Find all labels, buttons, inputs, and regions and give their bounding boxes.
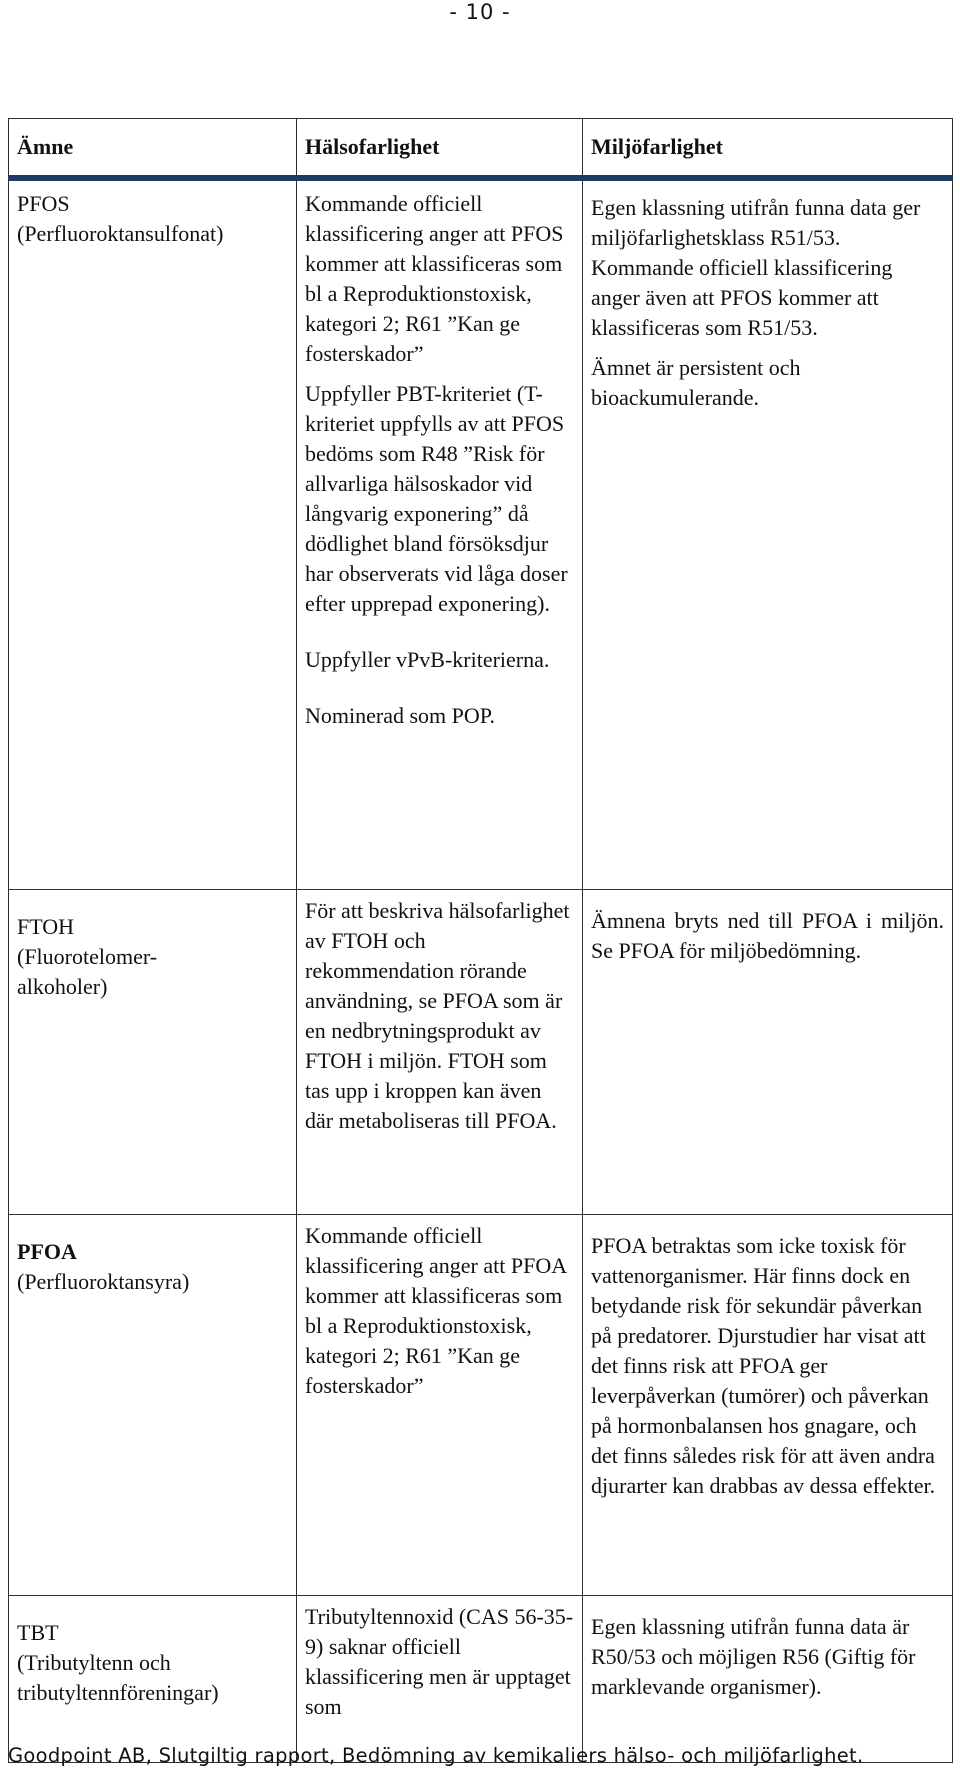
- health-hazard-cell: [297, 178, 583, 890]
- substance-abbrev: TBT: [17, 1620, 59, 1645]
- substance-abbrev: FTOH: [17, 914, 75, 939]
- substance-cell: [9, 1596, 297, 1763]
- table-header-row: [9, 119, 953, 179]
- substance-fullname: tributyltennföreningar): [17, 1680, 219, 1705]
- page-footer: Goodpoint AB, Slutgiltig rapport, Bedömning av kemikaliers hälso- och miljöfarlighet.: [8, 1744, 864, 1767]
- health-paragraph: Uppfyller vPvB-kriterierna.: [305, 647, 550, 672]
- health-paragraph: Tributyltennoxid (CAS 56-35-9) saknar officiell klassificering men är upptaget som: [305, 1604, 574, 1719]
- substance-fullname: (Perfluoroktansyra): [17, 1269, 190, 1294]
- table-row-ftoh: [9, 890, 953, 1215]
- substance-fullname: (Tributyltenn och: [17, 1650, 171, 1675]
- header-environmental-hazard: Miljöfarlighet: [583, 119, 953, 179]
- substance-cell: [9, 890, 297, 1215]
- environment-paragraph: Ämnet är persistent och bioackumulerande.: [591, 355, 801, 410]
- health-hazard-cell: [297, 890, 583, 1215]
- substance-fullname: (Fluorotelomer-: [17, 944, 158, 969]
- substance-cell: [9, 178, 297, 890]
- page-number: - 10 -: [449, 0, 511, 24]
- substance-cell: [9, 1215, 297, 1596]
- substance-fullname: (Perfluoroktansulfonat): [17, 221, 224, 246]
- health-paragraph: För att beskriva hälsofarlighet av FTOH och rekommendation rörande användning, se PFOA som är en nedbrytningsprodukt av FTOH i miljön. FTOH som tas upp i kroppen kan även där metaboliseras till PFOA.: [305, 898, 570, 1133]
- environmental-hazard-cell: [583, 178, 953, 890]
- table-row-pfoa: [9, 1215, 953, 1596]
- environment-paragraph: Egen klassning utifrån funna data är R50/53 och möjligen R56 (Giftig för marklevande organismer).: [591, 1614, 916, 1699]
- environmental-hazard-cell: [583, 1596, 953, 1763]
- table-row-pfos: [9, 178, 953, 890]
- environment-paragraph: PFOA betraktas som icke toxisk för vattenorganismer. Här finns dock en betydande risk för sekundär påverkan på predatorer. Djurstudier har visat att det finns risk att PFOA ger leverpåverkan (tumörer) och påverkan på hormonbalansen hos gnagare, och det finns således risk för att även andra djurarter kan drabbas av dessa effekter.: [591, 1233, 936, 1498]
- health-paragraph: Kommande officiell klassificering anger att PFOA kommer att klassificeras som bl a Reproduktionstoxisk, kategori 2; R61 ”Kan ge fosterskador”: [305, 1223, 566, 1398]
- environmental-hazard-cell: [583, 1215, 953, 1596]
- environment-paragraph: Ämnena bryts ned till PFOA i miljön. Se PFOA för miljöbedömning.: [591, 908, 944, 963]
- health-paragraph: Nominerad som POP.: [305, 703, 496, 728]
- header-health-hazard: Hälsofarlighet: [297, 119, 583, 179]
- substance-abbrev: PFOA: [17, 1239, 77, 1264]
- substance-abbrev: PFOS: [17, 191, 70, 216]
- environmental-hazard-cell: [583, 890, 953, 1215]
- health-hazard-cell: [297, 1596, 583, 1763]
- health-paragraph: Uppfyller PBT-kriteriet (T-kriteriet uppfylls av att PFOS bedöms som R48 ”Risk för allvarliga hälsoskador vid långvarig exponering” då dödlighet bland försöksdjur har observerats vid låga doser efter upprepad exponering).: [305, 381, 568, 616]
- substance-fullname: alkoholer): [17, 974, 108, 999]
- header-substance: Ämne: [9, 119, 297, 179]
- health-hazard-cell: [297, 1215, 583, 1596]
- environment-paragraph: Egen klassning utifrån funna data ger miljöfarlighetsklass R51/53. Kommande officiell klassificering anger även att PFOS kommer att klassificeras som R51/53.: [591, 195, 921, 340]
- substance-assessment-table: [8, 118, 953, 1763]
- health-paragraph: Kommande officiell klassificering anger att PFOS kommer att klassificeras som bl a Reproduktionstoxisk, kategori 2; R61 ”Kan ge fosterskador”: [305, 191, 564, 366]
- table-row-tbt: [9, 1596, 953, 1763]
